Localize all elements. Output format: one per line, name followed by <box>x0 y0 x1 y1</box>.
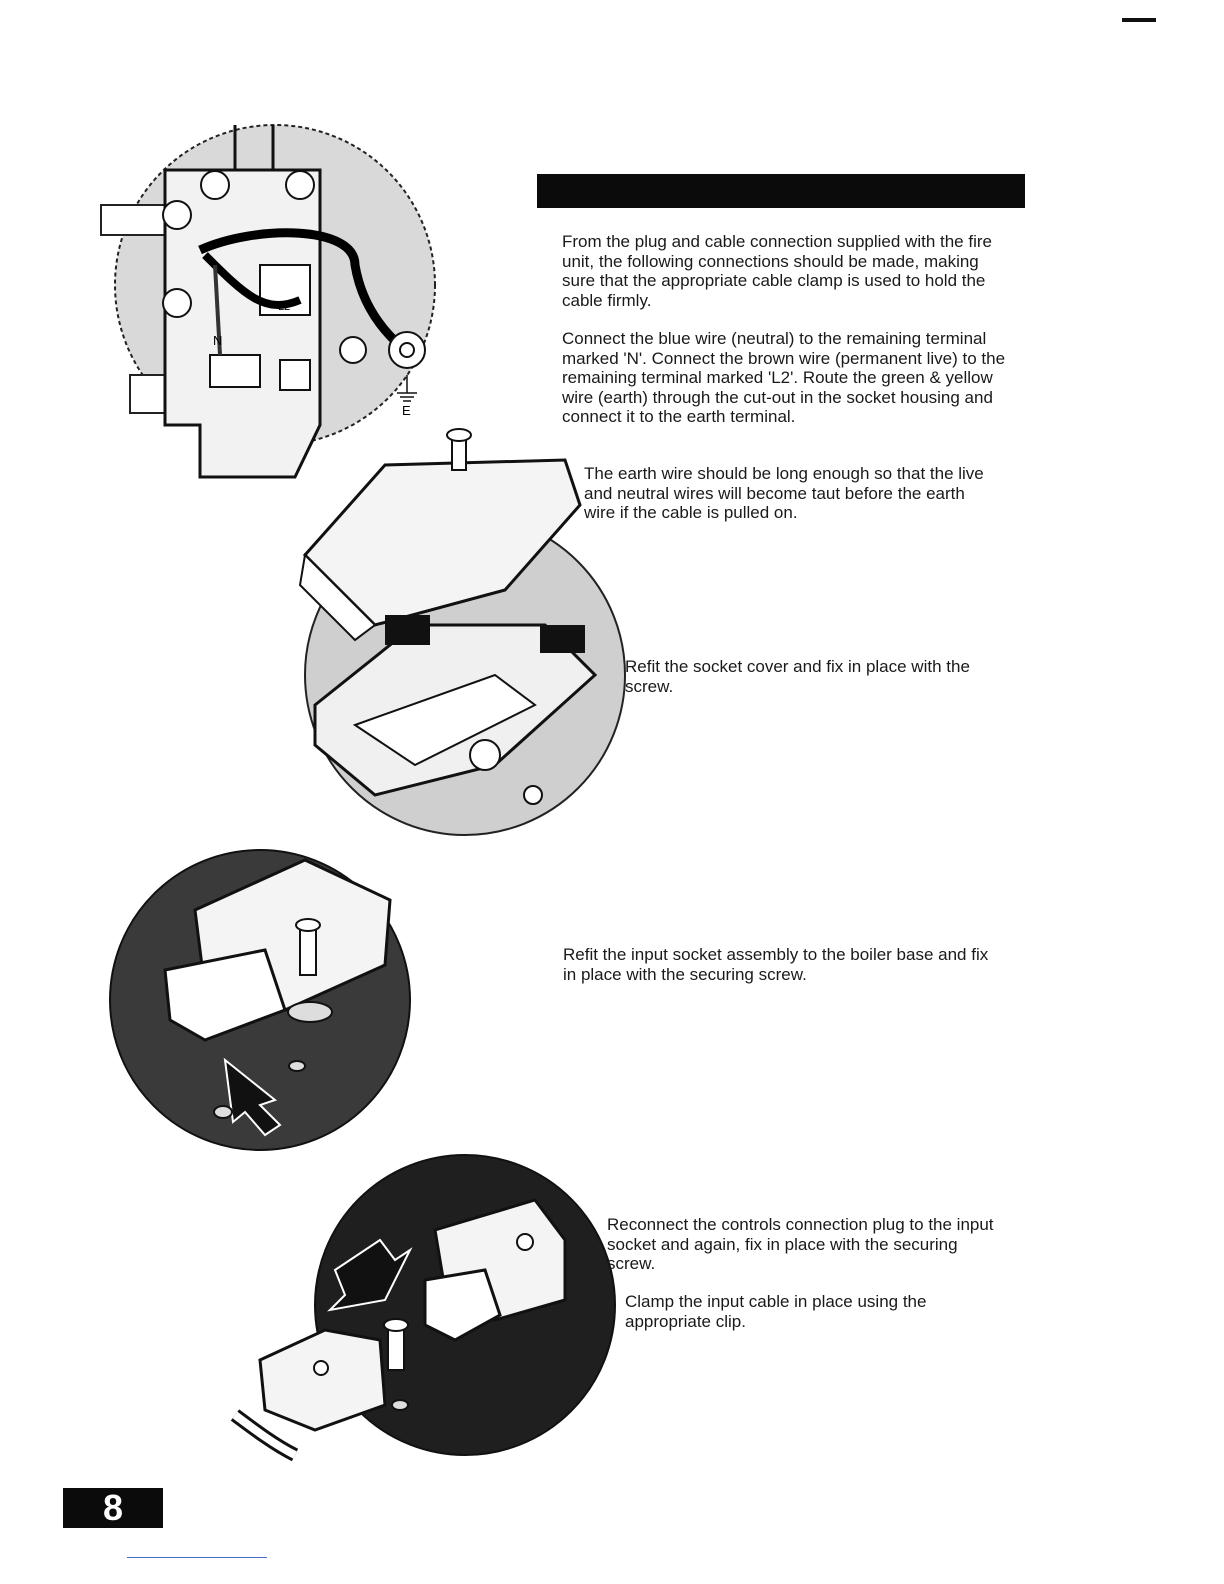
step-wiring-text: Connect the blue wire (neutral) to the remaining terminal marked 'N'. Connect the brown wire (permanent live) to the remaining terminal marked 'L2'. Route the green & yellow wire (earth) through the cut-out in the socket housing and connect it to the earth terminal. <box>562 329 1006 426</box>
page-number: 8 <box>63 1488 163 1528</box>
footer-rule <box>127 1557 267 1558</box>
earth-note-text: The earth wire should be long enough so that the live and neutral wires will become taut before the earth wire if the cable is pulled on. <box>584 464 984 522</box>
step-reconnect-text: Reconnect the controls connection plug to the input socket and again, fix in place with the securing screw. <box>607 1215 994 1273</box>
controls-plug-diagram <box>235 1150 620 1465</box>
step-intro-text: From the plug and cable connection supplied with the fire unit, the following connections should be made, making sure that the appropriate cable clamp is used to hold the cable firmly. <box>562 232 992 310</box>
step-clamp-text: Clamp the input cable in place using the appropriate clip. <box>625 1292 927 1331</box>
section-header-bar <box>537 174 1025 208</box>
step-refit-socket-text: Refit the input socket assembly to the boiler base and fix in place with the securing screw. <box>563 945 989 984</box>
earth-label: E <box>402 403 411 418</box>
step-refit-cover-text: Refit the socket cover and fix in place with the screw. <box>625 657 970 696</box>
live-label: L2 <box>278 301 291 313</box>
neutral-label: N <box>213 333 223 348</box>
socket-cover-diagram <box>295 425 630 845</box>
input-socket-diagram <box>105 850 415 1155</box>
corner-mark <box>1122 18 1156 22</box>
